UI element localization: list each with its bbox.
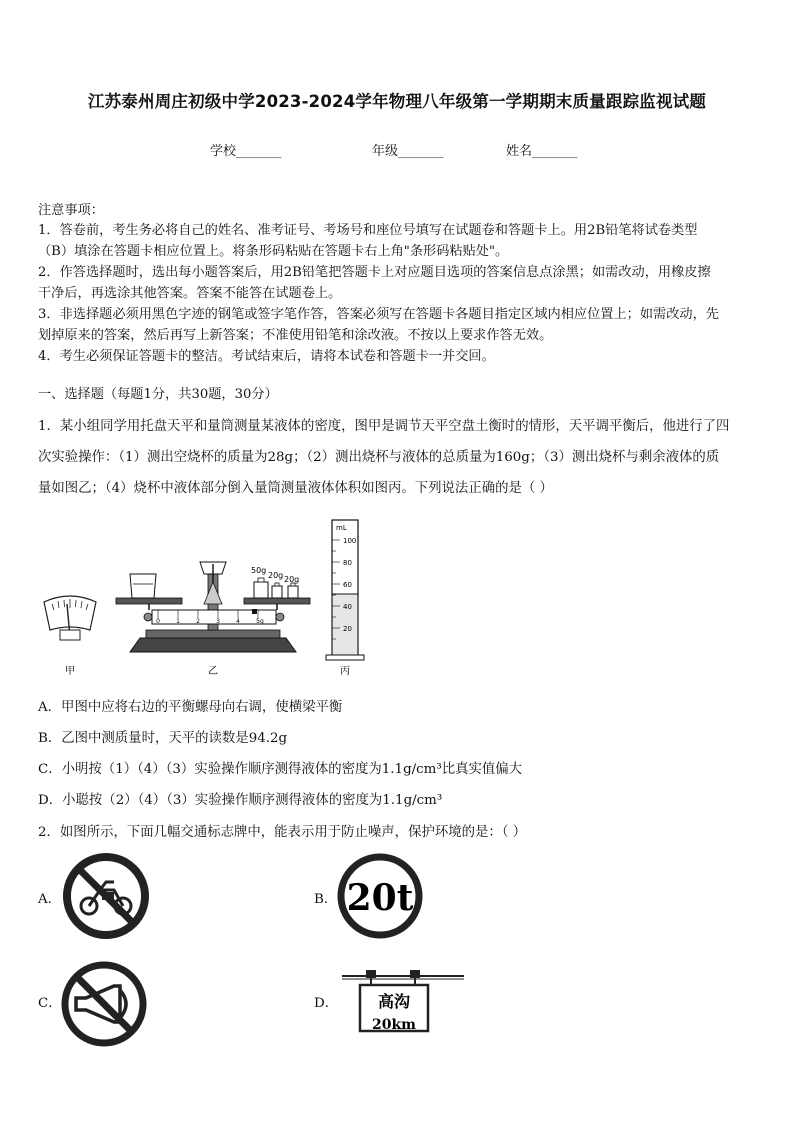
- option-b: B．乙图中测质量时，天平的读数是94.2g: [38, 731, 288, 746]
- section-heading: 一、选择题（每题1分，共30题，30分）: [38, 387, 278, 402]
- notice-line: 2．作答选择题时，选出每小题答案后，用2B铅笔把答题卡上对应题目选项的答案信息点涂黑；如需改动，用橡皮擦: [38, 265, 711, 280]
- school-field: 学校_______: [210, 144, 282, 159]
- notice-line: 干净后，再选涂其他答案。答案不能答在试题卷上。: [38, 286, 342, 301]
- no-honking-sign-icon: [60, 960, 148, 1048]
- rider: [252, 609, 257, 614]
- option-c: C．小明按（1）（4）（3）实验操作顺序测得液体的密度为1.1g/cm³比真实值偏大: [38, 762, 523, 777]
- scale-tick: 0: [156, 618, 160, 625]
- notice-heading: 注意事项：: [38, 203, 104, 218]
- q2-option-a-label: A．: [38, 892, 62, 907]
- balance-pointer-scale: [44, 596, 96, 640]
- figure-label-bing: 丙: [340, 666, 350, 677]
- figure-label-yi: 乙: [208, 666, 218, 677]
- q2-option-b-label: B．: [314, 892, 338, 907]
- question-1-line: 次实验操作：（1）测出空烧杯的质量为28g；（2）测出烧杯与液体的总质量为160g；（3）测出烧杯与剩余液体的质: [38, 450, 720, 465]
- page-title: 江苏泰州周庄初级中学2023-2024学年物理八年级第一学期期末质量跟踪监视试题: [87, 92, 707, 111]
- cylinder-tick: 80: [343, 559, 352, 567]
- name-field: 姓名_______: [506, 144, 578, 159]
- question-2: 2．如图所示，下面几幅交通标志牌中，能表示用于防止噪声，保护环境的是：（ ）: [38, 825, 527, 840]
- weight-limit-sign-icon: [336, 852, 424, 940]
- distance-sign-icon: [340, 965, 466, 1033]
- question-1-line: 1．某小组同学用托盘天平和量筒测量某液体的密度，图甲是调节天平空盘土衡时的情形，天平调平衡后，他进行了四: [38, 419, 730, 434]
- notice-line: 1．答卷前，考生务必将自己的姓名、准考证号、考场号和座位号填写在试题卷和答题卡上。用2B铅笔将试卷类型: [38, 223, 698, 238]
- notice-line: （B）填涂在答题卡相应位置上。将条形码粘贴在答题卡右上角"条形码粘贴处"。: [38, 244, 509, 259]
- cylinder-unit: mL: [336, 524, 347, 532]
- cylinder-tick: 40: [343, 603, 352, 611]
- weight-label: 20g: [268, 571, 284, 580]
- scale-tick: 2: [196, 618, 200, 625]
- distance-sign-place: 高沟: [377, 992, 411, 1011]
- grade-field: 年级_______: [372, 144, 444, 159]
- distance-sign-distance: 20km: [372, 1017, 416, 1033]
- q2-option-c-label: C．: [38, 996, 62, 1011]
- cylinder-tick: 100: [343, 537, 357, 545]
- question-1-line: 量如图乙；（4）烧杯中液体部分倒入量筒测量液体体积如图丙。下列说法正确的是（ ）: [38, 481, 553, 496]
- option-a: A．甲图中应将右边的平衡螺母向右调，使横梁平衡: [38, 700, 343, 715]
- scale-tick: 3: [216, 618, 220, 625]
- scale-tick: 1: [176, 618, 180, 625]
- option-d: D．小聪按（2）（4）（3）实验操作顺序测得液体的密度为1.1g/cm³: [38, 793, 443, 808]
- balance-figure: [38, 512, 378, 680]
- no-motorcycle-sign-icon: [62, 852, 150, 940]
- q2-option-d-label: D．: [314, 996, 339, 1011]
- weight-label: 50g: [251, 566, 267, 575]
- cylinder-tick: 20: [343, 625, 352, 633]
- scale-tick: 4: [236, 618, 240, 625]
- weight-limit-text: 20t: [346, 877, 414, 919]
- cylinder-tick: 60: [343, 581, 352, 589]
- weight-label: 20g: [284, 575, 300, 584]
- notice-line: 4．考生必须保证答题卡的整洁。考试结束后，请将本试卷和答题卡一并交回。: [38, 349, 495, 364]
- notice-line: 划掉原来的答案，然后再写上新答案；不准使用铅笔和涂改液。不按以上要求作答无效。: [38, 328, 553, 343]
- figure-label-jia: 甲: [65, 666, 75, 677]
- notice-line: 3．非选择题必须用黑色字迹的钢笔或签字笔作答，答案必须写在答题卡各题目指定区域内相应位置上；如需改动，先: [38, 307, 719, 322]
- scale-tick: 5g: [256, 618, 264, 625]
